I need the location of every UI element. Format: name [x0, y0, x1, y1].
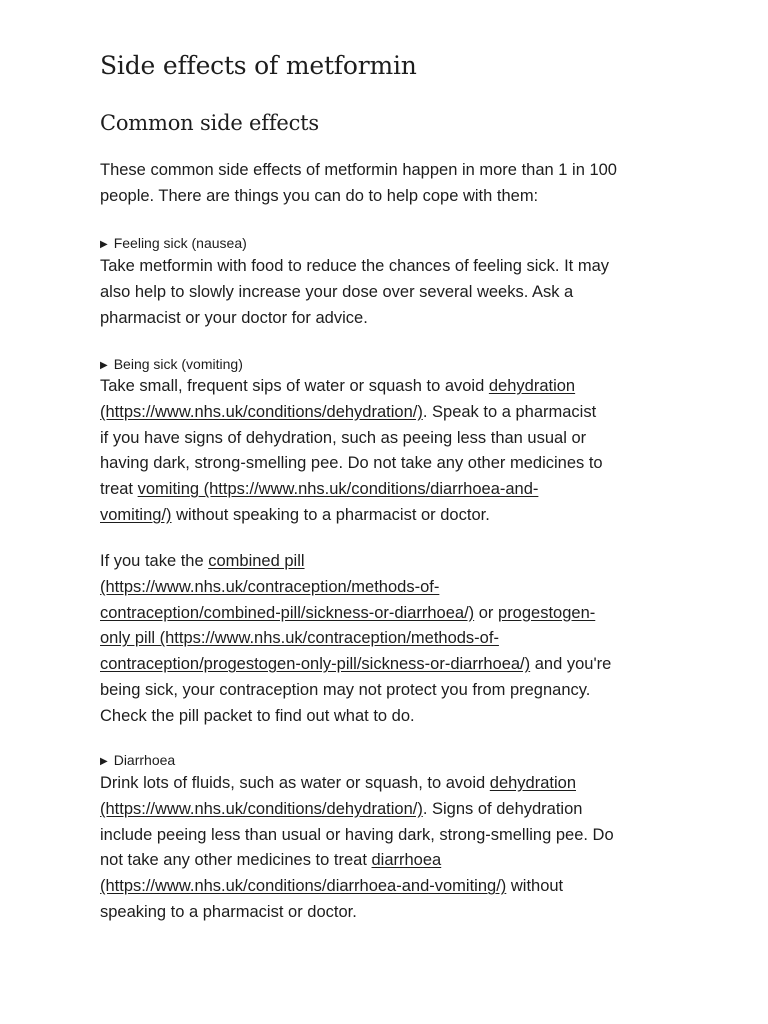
- vomiting-url-link[interactable]: vomiting/): [100, 505, 172, 524]
- progestogen-pill-url-link-2[interactable]: contraception/progestogen-only-pill/sickness-or-diarrhoea/): [100, 655, 531, 674]
- progestogen-pill-link[interactable]: progestogen-: [498, 603, 596, 622]
- progestogen-pill-url-link[interactable]: only pill (https://www.nhs.uk/contraception/methods-of-: [100, 629, 499, 648]
- disclosure-nausea[interactable]: ▶ Feeling sick (nausea): [100, 233, 247, 255]
- dehydration-link-2[interactable]: dehydration: [489, 774, 576, 792]
- combined-pill-link[interactable]: combined pill: [208, 552, 305, 570]
- triangle-right-icon: ▶: [100, 239, 108, 250]
- page-title: Side effects of metformin: [100, 51, 417, 80]
- dehydration-url-link-2[interactable]: (https://www.nhs.uk/conditions/dehydration/): [100, 799, 423, 818]
- section-heading: Common side effects: [100, 111, 319, 135]
- vomiting-link[interactable]: vomiting (https://www.nhs.uk/conditions/diarrhoea-and-: [137, 480, 539, 499]
- diarrhoea-paragraph: Drink lots of fluids, such as water or squash, to avoid dehydration (https://www.nhs.uk/conditions/dehydration/). Signs of dehydration include peeing less than usual or having dark, strong-smelling pee. Do not take any other medicines to treat diarrhoea (https://www.nhs.uk/conditions/diarrhoea-and-vomiting/) without speaking to a pharmacist or doctor.: [100, 774, 614, 921]
- diarrhoea-url-link[interactable]: (https://www.nhs.uk/conditions/diarrhoea-and-vomiting/): [100, 877, 507, 896]
- combined-pill-url-link-2[interactable]: contraception/combined-pill/sickness-or-diarrhoea/): [100, 603, 475, 622]
- disclosure-vomiting[interactable]: ▶ Being sick (vomiting): [100, 354, 243, 376]
- dehydration-link[interactable]: dehydration: [488, 377, 576, 395]
- triangle-right-icon: ▶: [100, 360, 108, 371]
- contraception-paragraph: If you take the combined pill (https://www.nhs.uk/contraception/methods-of- contraception/combined-pill/sickness-or-diarrhoea/) or progestogen- only pill (https://www.nhs.uk/contraception/methods-of- contraception/progestogen-only-pill/sickness-or-diarrhoea/) and you're being sick, your contraception may not protect you from pregnancy. Check the pill packet to find out what to do.: [100, 552, 612, 725]
- vomiting-paragraph: Take small, frequent sips of water or squash to avoid dehydration (https://www.nhs.uk/conditions/dehydration/). Speak to a pharmacist if you have signs of dehydration, such as peeing less than usual or having dark, strong-smelling pee. Do not take any other medicines to treat vomiting (https://www.nhs.uk/conditions/diarrhoea-and- vomiting/) without speaking to a pharmacist or doctor.: [100, 377, 603, 524]
- triangle-right-icon: ▶: [100, 756, 108, 767]
- combined-pill-url-link[interactable]: (https://www.nhs.uk/contraception/methods-of-: [100, 577, 440, 596]
- nausea-paragraph: Take metformin with food to reduce the chances of feeling sick. It may also help to slowly increase your dose over several weeks. Ask a pharmacist or your doctor for advice.: [100, 257, 609, 327]
- intro-paragraph: These common side effects of metformin happen in more than 1 in 100 people. There are things you can do to help cope with them:: [100, 161, 617, 205]
- diarrhoea-link[interactable]: diarrhoea: [371, 851, 442, 870]
- dehydration-url-link[interactable]: (https://www.nhs.uk/conditions/dehydration/): [100, 402, 423, 421]
- disclosure-diarrhoea[interactable]: ▶ Diarrhoea: [100, 750, 175, 772]
